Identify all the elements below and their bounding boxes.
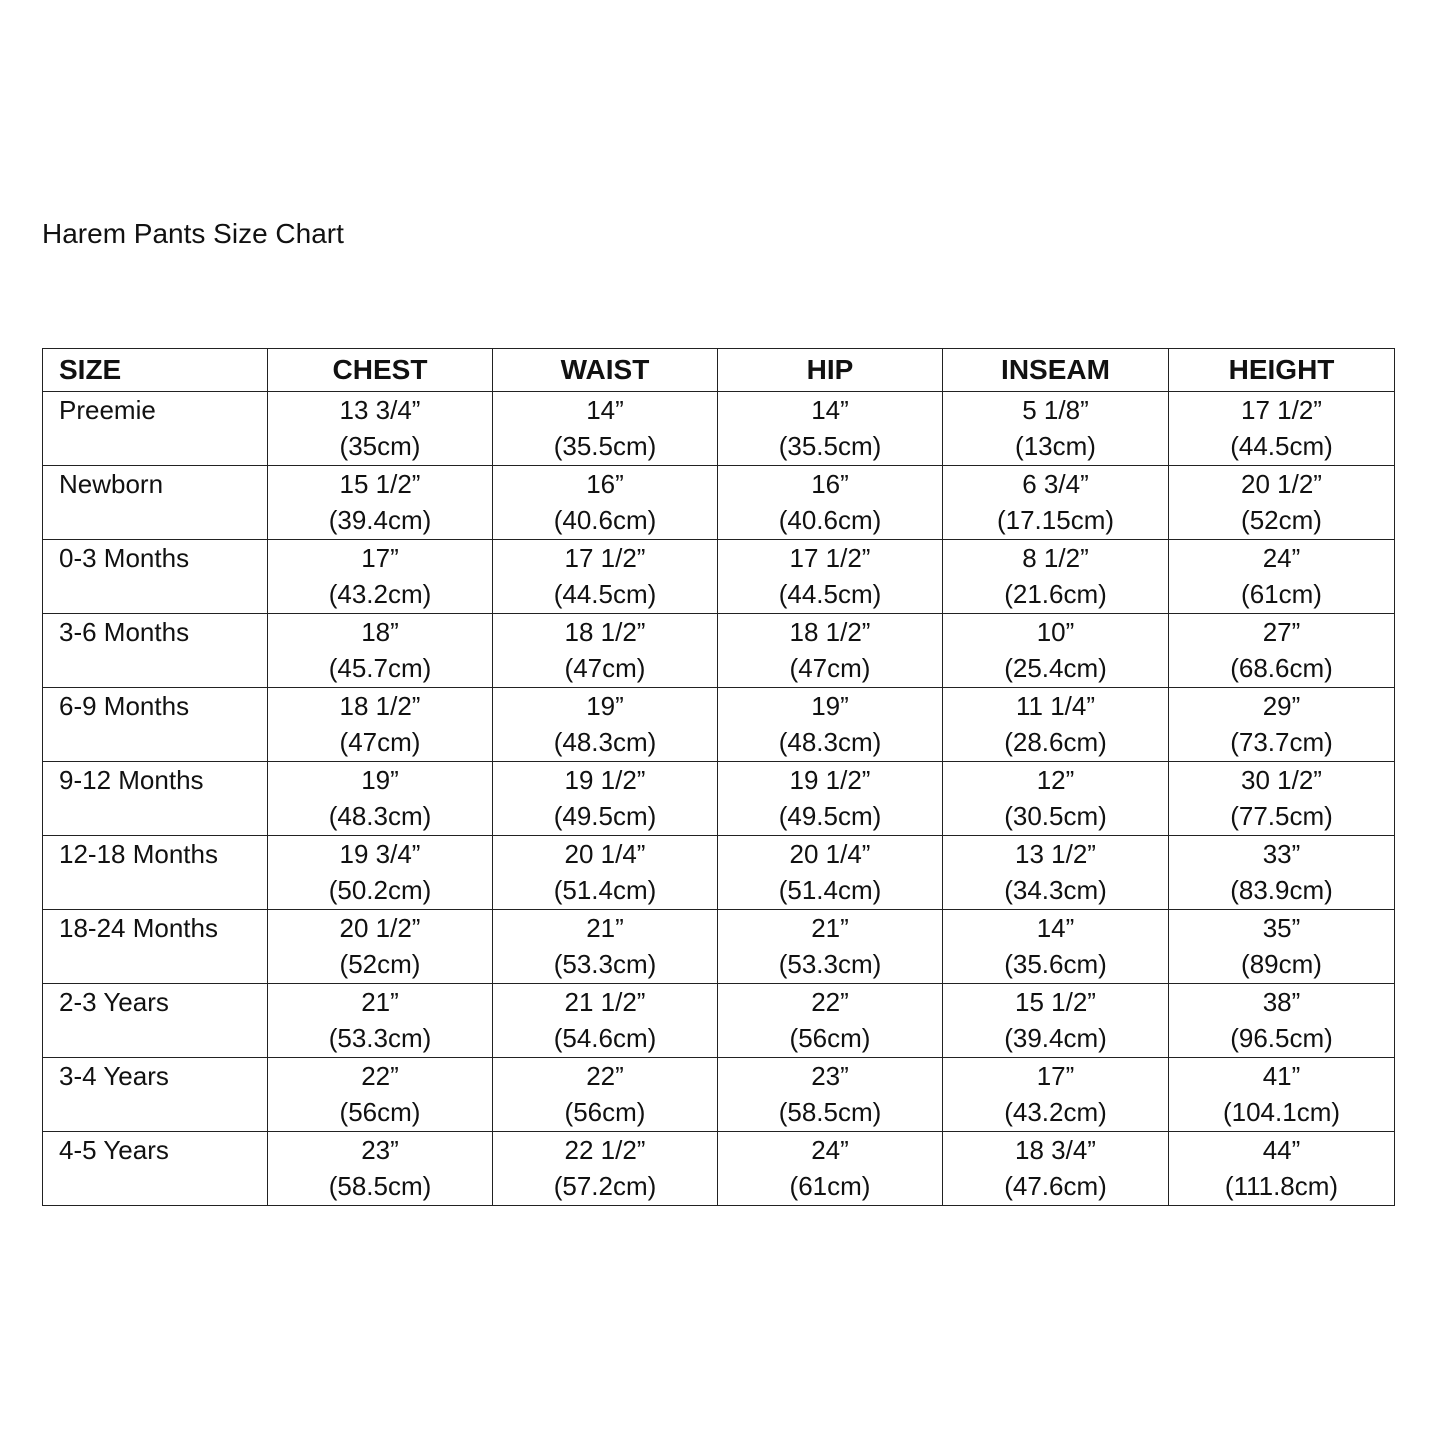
hip-inches: 19 1/2” xyxy=(789,765,871,795)
inseam-inches: 17” xyxy=(1036,1061,1075,1091)
header-height: HEIGHT xyxy=(1169,349,1395,392)
size-label: 2-3 Years xyxy=(43,984,268,1058)
inseam-inches: 14” xyxy=(1036,913,1075,943)
chest-cell xyxy=(268,910,493,984)
size-label: 0-3 Months xyxy=(43,540,268,614)
hip-cell xyxy=(718,392,943,466)
inseam-cm: (30.5cm) xyxy=(1004,801,1107,831)
waist-inches: 19 1/2” xyxy=(564,765,646,795)
height-inches: 29” xyxy=(1262,691,1301,721)
height-cm: (52cm) xyxy=(1241,505,1322,535)
waist-inches: 18 1/2” xyxy=(564,617,646,647)
table-row xyxy=(43,762,1395,836)
height-inches: 41” xyxy=(1262,1061,1301,1091)
hip-inches: 22” xyxy=(811,987,849,1017)
waist-cm: (56cm) xyxy=(564,1097,646,1127)
inseam-inches: 13 1/2” xyxy=(1015,839,1096,869)
waist-cell xyxy=(493,466,718,540)
hip-inches: 19” xyxy=(811,691,849,721)
table-row xyxy=(43,466,1395,540)
hip-cm: (40.6cm) xyxy=(778,505,882,535)
inseam-cell xyxy=(943,910,1169,984)
height-cell xyxy=(1169,910,1395,984)
height-cell xyxy=(1169,836,1395,910)
height-cm: (77.5cm) xyxy=(1230,801,1333,831)
table-row xyxy=(43,688,1395,762)
table-row xyxy=(43,392,1395,466)
size-label: Preemie xyxy=(43,392,268,466)
table-row xyxy=(43,836,1395,910)
hip-cell xyxy=(718,614,943,688)
inseam-cell xyxy=(943,392,1169,466)
header-hip: HIP xyxy=(718,349,943,392)
hip-cell xyxy=(718,688,943,762)
inseam-inches: 8 1/2” xyxy=(1022,543,1089,573)
waist-cm: (35.5cm) xyxy=(553,431,657,461)
inseam-cell xyxy=(943,540,1169,614)
chest-cell xyxy=(268,984,493,1058)
waist-inches: 21” xyxy=(586,913,624,943)
waist-inches: 14” xyxy=(586,395,624,425)
waist-cm: (54.6cm) xyxy=(553,1023,657,1053)
chest-cm: (35cm) xyxy=(339,431,421,461)
chest-cm: (56cm) xyxy=(339,1097,421,1127)
inseam-cm: (17.15cm) xyxy=(996,505,1115,535)
size-label: 4-5 Years xyxy=(43,1132,268,1206)
chest-cell xyxy=(268,1132,493,1206)
waist-cell xyxy=(493,614,718,688)
waist-cell xyxy=(493,688,718,762)
inseam-cell xyxy=(943,984,1169,1058)
chest-cm: (53.3cm) xyxy=(328,1023,432,1053)
chest-inches: 21” xyxy=(361,987,399,1017)
inseam-inches: 15 1/2” xyxy=(1015,987,1096,1017)
chest-inches: 15 1/2” xyxy=(339,469,421,499)
inseam-cell xyxy=(943,1132,1169,1206)
chest-cm: (47cm) xyxy=(339,727,421,757)
inseam-inches: 12” xyxy=(1036,765,1075,795)
header-inseam: INSEAM xyxy=(943,349,1169,392)
waist-cm: (44.5cm) xyxy=(553,579,657,609)
hip-cm: (44.5cm) xyxy=(778,579,882,609)
waist-cm: (48.3cm) xyxy=(553,727,657,757)
inseam-cell xyxy=(943,466,1169,540)
chest-inches: 18 1/2” xyxy=(339,691,421,721)
inseam-cm: (28.6cm) xyxy=(1004,727,1107,757)
hip-inches: 14” xyxy=(811,395,849,425)
chest-cell xyxy=(268,836,493,910)
waist-cm: (49.5cm) xyxy=(553,801,657,831)
waist-inches: 22 1/2” xyxy=(564,1135,646,1165)
table-row xyxy=(43,1132,1395,1206)
waist-cm: (40.6cm) xyxy=(553,505,657,535)
waist-cell xyxy=(493,762,718,836)
hip-cm: (61cm) xyxy=(789,1171,871,1201)
table-body xyxy=(43,392,1395,1206)
hip-cell xyxy=(718,910,943,984)
waist-cm: (57.2cm) xyxy=(553,1171,657,1201)
hip-cm: (35.5cm) xyxy=(778,431,882,461)
chest-inches: 17” xyxy=(361,543,399,573)
hip-cell xyxy=(718,540,943,614)
hip-cm: (49.5cm) xyxy=(778,801,882,831)
page-title: Harem Pants Size Chart xyxy=(42,218,344,249)
height-cell xyxy=(1169,466,1395,540)
table-row xyxy=(43,540,1395,614)
hip-cell xyxy=(718,1058,943,1132)
table-row xyxy=(43,984,1395,1058)
chest-cm: (50.2cm) xyxy=(328,875,432,905)
waist-inches: 21 1/2” xyxy=(564,987,646,1017)
waist-inches: 17 1/2” xyxy=(564,543,646,573)
height-inches: 33” xyxy=(1262,839,1301,869)
inseam-cm: (47.6cm) xyxy=(1004,1171,1107,1201)
hip-cell xyxy=(718,836,943,910)
hip-inches: 21” xyxy=(811,913,849,943)
height-inches: 27” xyxy=(1262,617,1301,647)
chest-inches: 23” xyxy=(361,1135,399,1165)
chest-cm: (45.7cm) xyxy=(328,653,432,683)
height-cell xyxy=(1169,392,1395,466)
inseam-cell xyxy=(943,614,1169,688)
waist-inches: 20 1/4” xyxy=(564,839,646,869)
inseam-cm: (13cm) xyxy=(1015,431,1096,461)
height-cm: (96.5cm) xyxy=(1230,1023,1333,1053)
hip-inches: 24” xyxy=(811,1135,849,1165)
size-label: Newborn xyxy=(43,466,268,540)
inseam-cell xyxy=(943,762,1169,836)
height-cm: (61cm) xyxy=(1241,579,1322,609)
waist-cell xyxy=(493,540,718,614)
chest-cell xyxy=(268,466,493,540)
table-row xyxy=(43,614,1395,688)
chest-cell xyxy=(268,762,493,836)
chest-cell xyxy=(268,392,493,466)
hip-cell xyxy=(718,984,943,1058)
height-cell xyxy=(1169,614,1395,688)
height-inches: 17 1/2” xyxy=(1241,395,1322,425)
chest-cm: (43.2cm) xyxy=(328,579,432,609)
height-cm: (104.1cm) xyxy=(1222,1097,1341,1127)
height-cell xyxy=(1169,984,1395,1058)
hip-cell xyxy=(718,466,943,540)
chest-inches: 19 3/4” xyxy=(339,839,421,869)
chest-cell xyxy=(268,688,493,762)
height-inches: 24” xyxy=(1262,543,1301,573)
inseam-cell xyxy=(943,836,1169,910)
table-row xyxy=(43,1058,1395,1132)
height-cm: (111.8cm) xyxy=(1224,1171,1339,1201)
size-label: 3-6 Months xyxy=(43,614,268,688)
inseam-cm: (39.4cm) xyxy=(1004,1023,1107,1053)
chest-cm: (39.4cm) xyxy=(328,505,432,535)
header-size: SIZE xyxy=(43,349,268,392)
chest-cell xyxy=(268,614,493,688)
hip-cm: (47cm) xyxy=(789,653,871,683)
waist-inches: 19” xyxy=(586,691,624,721)
chest-cell xyxy=(268,1058,493,1132)
inseam-cm: (25.4cm) xyxy=(1004,653,1107,683)
table-row xyxy=(43,910,1395,984)
chest-inches: 18” xyxy=(361,617,399,647)
waist-cell xyxy=(493,984,718,1058)
waist-cm: (53.3cm) xyxy=(553,949,657,979)
size-label: 12-18 Months xyxy=(43,836,268,910)
inseam-cm: (43.2cm) xyxy=(1004,1097,1107,1127)
height-cm: (83.9cm) xyxy=(1230,875,1333,905)
waist-cell xyxy=(493,836,718,910)
inseam-inches: 11 1/4” xyxy=(1015,691,1095,721)
waist-cell xyxy=(493,1132,718,1206)
inseam-inches: 5 1/8” xyxy=(1022,395,1089,425)
inseam-cm: (21.6cm) xyxy=(1004,579,1107,609)
height-cell xyxy=(1169,1058,1395,1132)
height-inches: 38” xyxy=(1262,987,1301,1017)
size-label: 18-24 Months xyxy=(43,910,268,984)
chest-cell xyxy=(268,540,493,614)
height-cell xyxy=(1169,688,1395,762)
hip-cell xyxy=(718,762,943,836)
waist-inches: 16” xyxy=(586,469,624,499)
chest-inches: 13 3/4” xyxy=(339,395,421,425)
header-row xyxy=(43,349,1395,392)
inseam-cm: (34.3cm) xyxy=(1004,875,1107,905)
hip-inches: 17 1/2” xyxy=(789,543,871,573)
chest-cm: (48.3cm) xyxy=(328,801,432,831)
waist-cell xyxy=(493,1058,718,1132)
hip-cm: (58.5cm) xyxy=(778,1097,882,1127)
inseam-cell xyxy=(943,688,1169,762)
waist-cell xyxy=(493,910,718,984)
waist-cell xyxy=(493,392,718,466)
chest-inches: 20 1/2” xyxy=(339,913,421,943)
height-cell xyxy=(1169,540,1395,614)
hip-cm: (48.3cm) xyxy=(778,727,882,757)
hip-inches: 16” xyxy=(811,469,849,499)
hip-cell xyxy=(718,1132,943,1206)
size-chart-table xyxy=(42,348,1395,1206)
height-inches: 44” xyxy=(1262,1135,1301,1165)
inseam-cell xyxy=(943,1058,1169,1132)
header-chest: CHEST xyxy=(268,349,493,392)
waist-cm: (47cm) xyxy=(564,653,646,683)
height-cell xyxy=(1169,1132,1395,1206)
size-label: 9-12 Months xyxy=(43,762,268,836)
hip-cm: (56cm) xyxy=(789,1023,871,1053)
waist-inches: 22” xyxy=(586,1061,624,1091)
height-inches: 35” xyxy=(1262,913,1301,943)
height-cm: (44.5cm) xyxy=(1230,431,1333,461)
height-cm: (68.6cm) xyxy=(1230,653,1333,683)
header-waist: WAIST xyxy=(493,349,718,392)
chest-cm: (52cm) xyxy=(339,949,421,979)
height-inches: 30 1/2” xyxy=(1241,765,1322,795)
inseam-inches: 10” xyxy=(1036,617,1075,647)
size-label: 3-4 Years xyxy=(43,1058,268,1132)
size-label: 6-9 Months xyxy=(43,688,268,762)
inseam-inches: 6 3/4” xyxy=(1022,469,1089,499)
chest-inches: 22” xyxy=(361,1061,399,1091)
hip-cm: (51.4cm) xyxy=(778,875,882,905)
hip-cm: (53.3cm) xyxy=(778,949,882,979)
chest-inches: 19” xyxy=(361,765,399,795)
height-inches: 20 1/2” xyxy=(1241,469,1322,499)
hip-inches: 20 1/4” xyxy=(789,839,871,869)
hip-inches: 18 1/2” xyxy=(789,617,871,647)
waist-cm: (51.4cm) xyxy=(553,875,657,905)
height-cm: (89cm) xyxy=(1241,949,1322,979)
inseam-inches: 18 3/4” xyxy=(1015,1135,1096,1165)
chest-cm: (58.5cm) xyxy=(328,1171,432,1201)
height-cm: (73.7cm) xyxy=(1230,727,1333,757)
inseam-cm: (35.6cm) xyxy=(1004,949,1107,979)
height-cell xyxy=(1169,762,1395,836)
hip-inches: 23” xyxy=(811,1061,849,1091)
